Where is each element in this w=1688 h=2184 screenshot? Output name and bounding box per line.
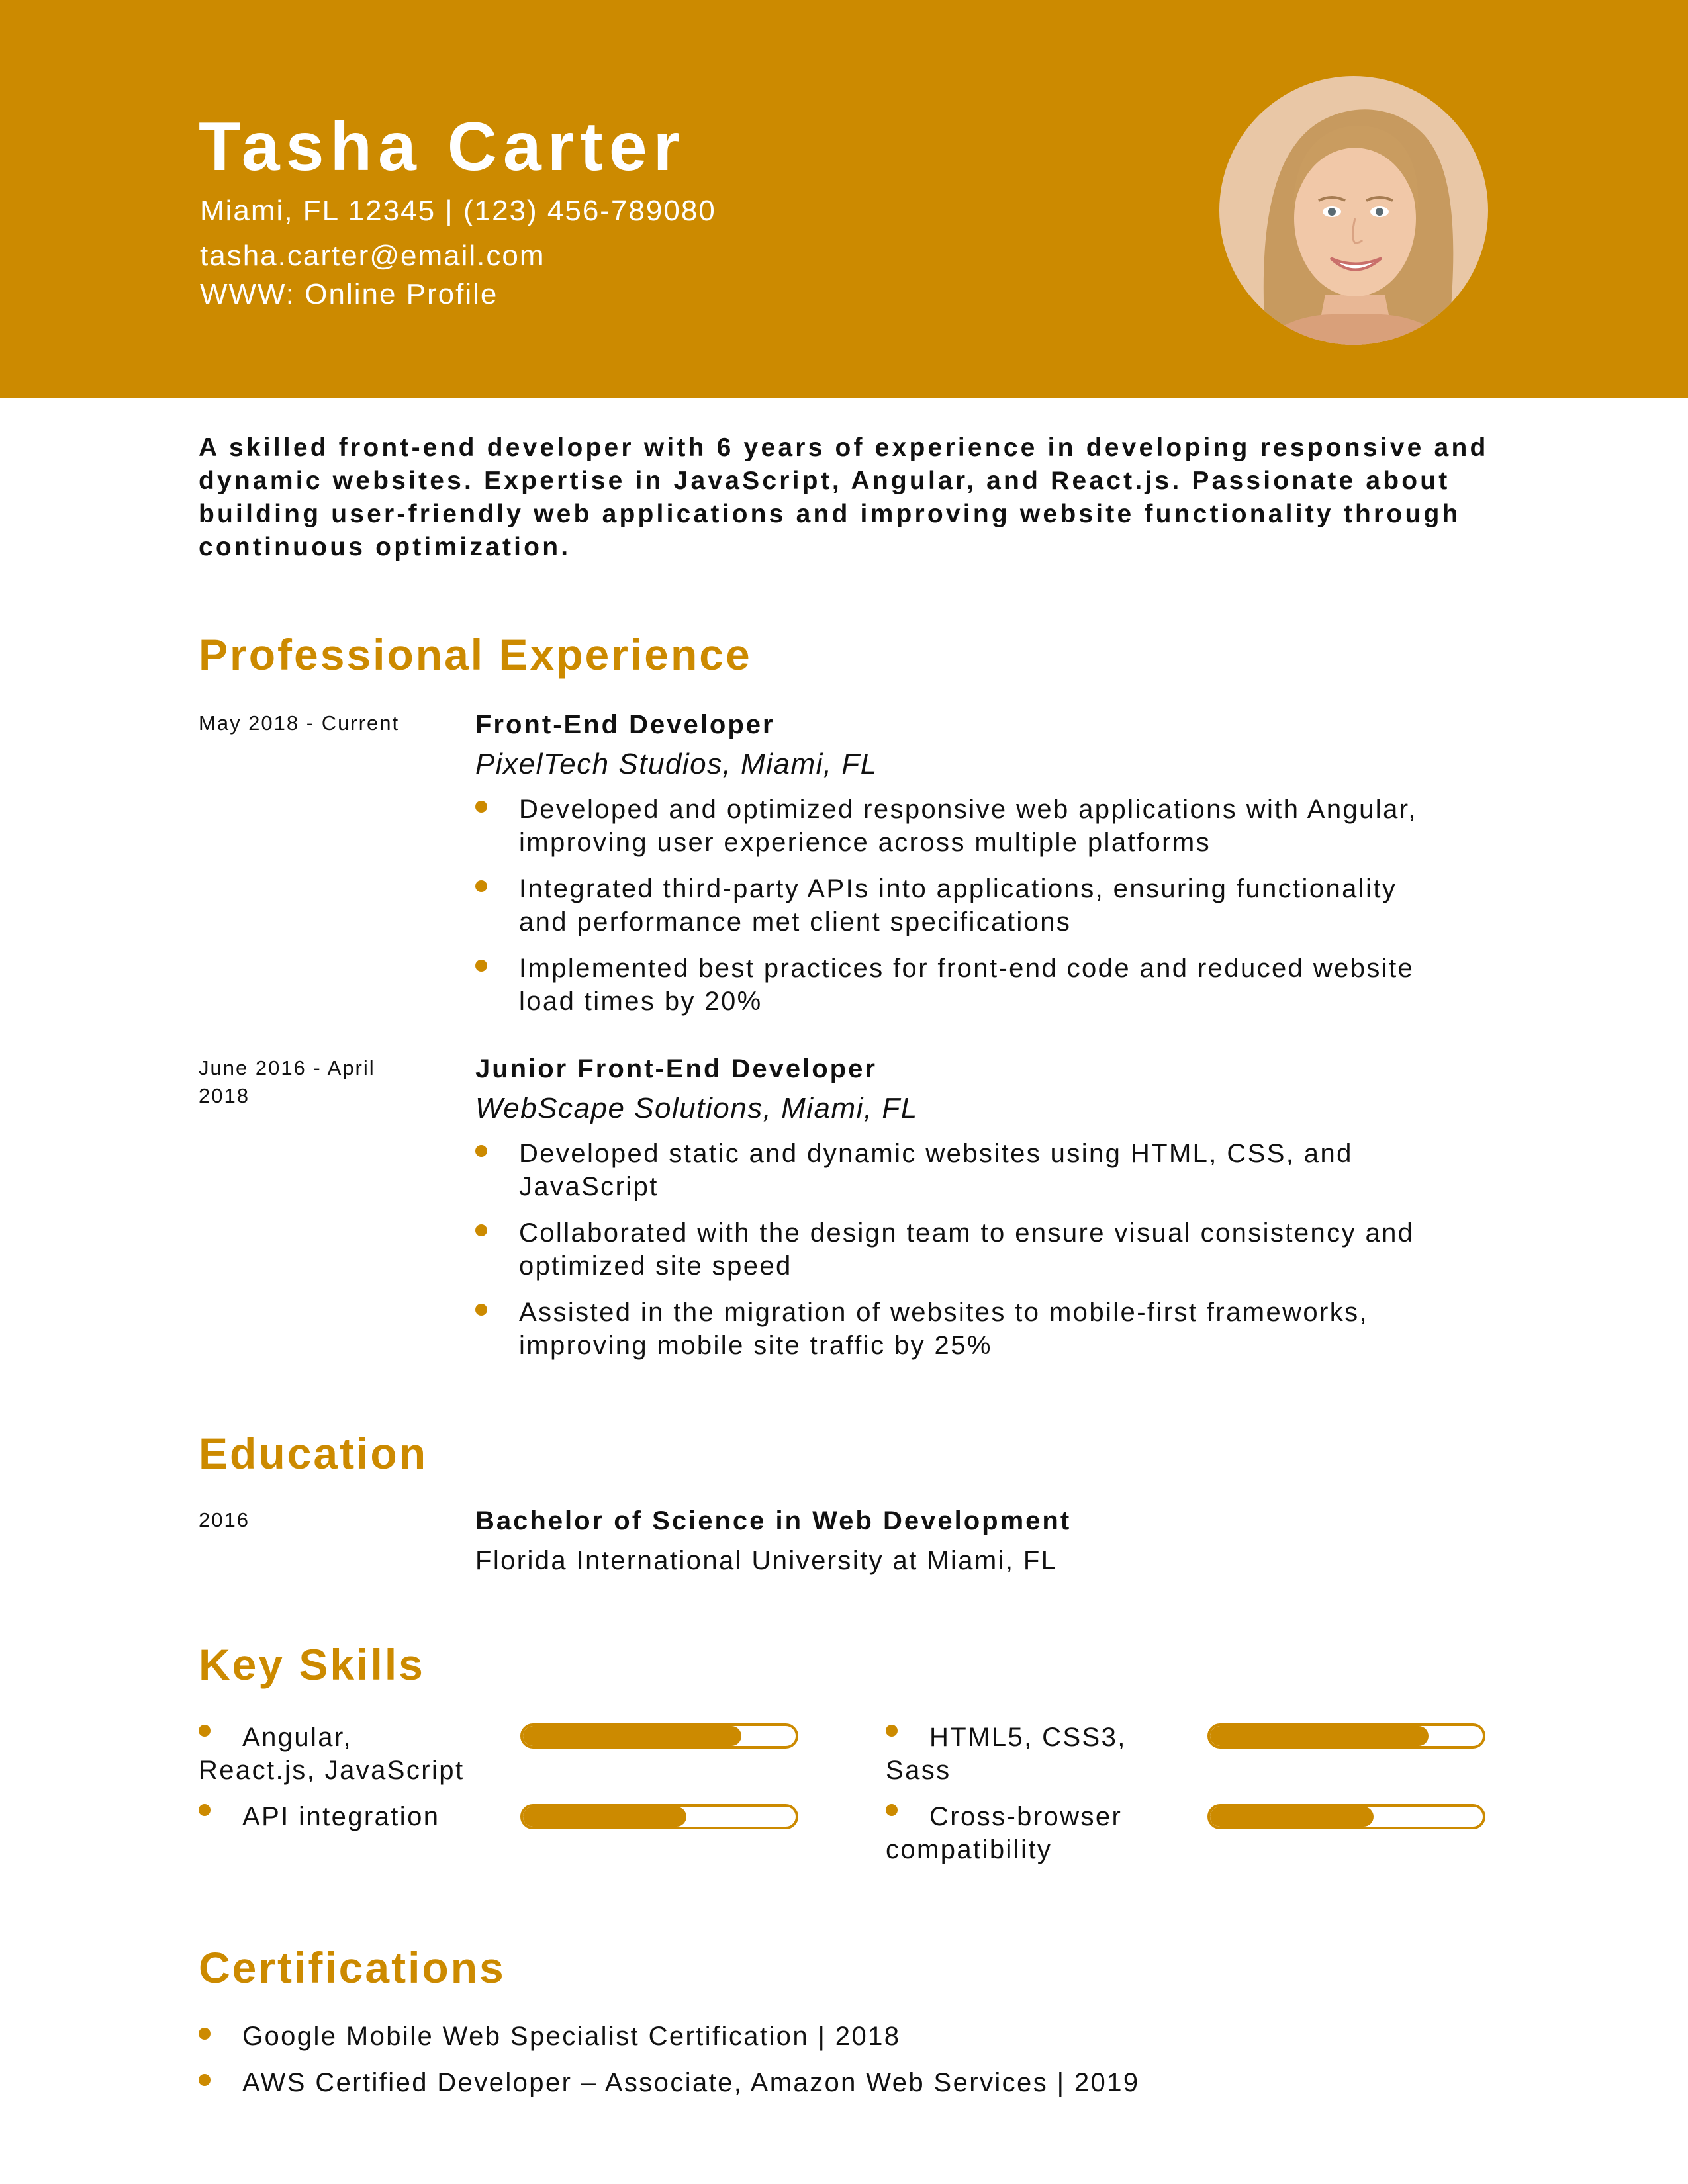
job-dates: May 2018 - Current [199, 711, 400, 735]
skill-level-fill [1210, 1807, 1374, 1827]
skill-item [199, 1800, 510, 1833]
job-bullets [475, 793, 1495, 1031]
job-company: WebScape Solutions, Miami, FL [475, 1092, 918, 1124]
bullet-line: Integrated third-party APIs into applications, ensuring functionality [519, 874, 1397, 903]
skill-label: API integration [242, 1802, 440, 1831]
job-bullet [475, 952, 1495, 1018]
skills-heading: Key Skills [199, 1640, 425, 1689]
job-bullets [475, 1137, 1495, 1375]
job-title: Junior Front-End Developer [475, 1054, 877, 1083]
certifications-list [199, 2020, 1218, 2113]
bullet-line: improving user experience across multiple platforms [519, 828, 1211, 857]
bullet-dot [199, 1804, 211, 1816]
job-bullet [475, 1216, 1495, 1283]
skill-label-cont: React.js, JavaScript [199, 1756, 465, 1785]
email-link[interactable]: tasha.carter@email.com [200, 240, 545, 272]
portrait-image [1219, 76, 1488, 345]
candidate-name: Tasha Carter [199, 109, 686, 185]
skill-label-cont: Sass [886, 1756, 951, 1785]
location-phone: Miami, FL 12345 | (123) 456-789080 [200, 195, 716, 227]
bullet-line: Developed and optimized responsive web applications with Angular, [519, 795, 1417, 824]
skill-label: Cross-browser [929, 1802, 1123, 1831]
bullet-line: JavaScript [519, 1172, 659, 1201]
bullet-line: and performance met client specifications [519, 907, 1072, 936]
education-school: Florida International University at Miami, FL [475, 1546, 1058, 1575]
skill-level-fill [523, 1726, 741, 1746]
skill-level-fill [523, 1807, 686, 1827]
skill-label: HTML5, CSS3, [929, 1723, 1127, 1752]
education-heading: Education [199, 1429, 428, 1478]
skill-level-bar [520, 1723, 798, 1749]
bullet-line: Assisted in the migration of websites to mobile-first frameworks, [519, 1298, 1369, 1327]
experience-heading: Professional Experience [199, 630, 752, 679]
skill-item [886, 1721, 1197, 1787]
profile-photo [1219, 76, 1488, 345]
bullet-line: Collaborated with the design team to ensure visual consistency and [519, 1218, 1415, 1248]
job-bullet [475, 872, 1495, 938]
education-year: 2016 [199, 1508, 250, 1531]
skill-level-bar [1207, 1804, 1485, 1829]
bullet-line: Implemented best practices for front-end code and reduced website [519, 954, 1415, 983]
skill-level-bar [1207, 1723, 1485, 1749]
certification-item: Google Mobile Web Specialist Certification | 2018 [199, 2020, 1218, 2053]
skill-label: Angular, [242, 1723, 352, 1752]
bullet-dot [886, 1804, 898, 1816]
job-bullet [475, 1296, 1495, 1362]
education-degree: Bachelor of Science in Web Development [475, 1506, 1072, 1535]
certification-item: AWS Certified Developer – Associate, Amazon Web Services | 2019 [199, 2066, 1218, 2099]
skill-level-bar [520, 1804, 798, 1829]
job-company: PixelTech Studios, Miami, FL [475, 748, 878, 780]
bullet-dot [199, 1725, 211, 1737]
job-dates: June 2016 - April 2018 [199, 1056, 375, 1107]
skill-level-fill [1210, 1726, 1429, 1746]
certifications-heading: Certifications [199, 1943, 506, 1992]
bullet-line: improving mobile site traffic by 25% [519, 1331, 992, 1360]
website-link[interactable]: WWW: Online Profile [200, 278, 498, 310]
bullet-line: Developed static and dynamic websites using HTML, CSS, and [519, 1139, 1353, 1168]
professional-summary: A skilled front-end developer with 6 years of experience in developing responsive and dynamic websites. Expertise in JavaScript, Angular, and React.js. Passionate about building user-friendly web applications and improving website functionality through continuous optimization. [199, 433, 1489, 561]
bullet-line: load times by 20% [519, 987, 763, 1016]
bullet-dot [886, 1725, 898, 1737]
bullet-line: optimized site speed [519, 1251, 792, 1281]
job-title: Front-End Developer [475, 710, 775, 739]
job-bullet [475, 793, 1495, 859]
skill-item [199, 1721, 510, 1787]
header-banner [0, 0, 1688, 398]
job-bullet [475, 1137, 1495, 1203]
skill-label-cont: compatibility [886, 1835, 1053, 1864]
skill-item [886, 1800, 1197, 1866]
